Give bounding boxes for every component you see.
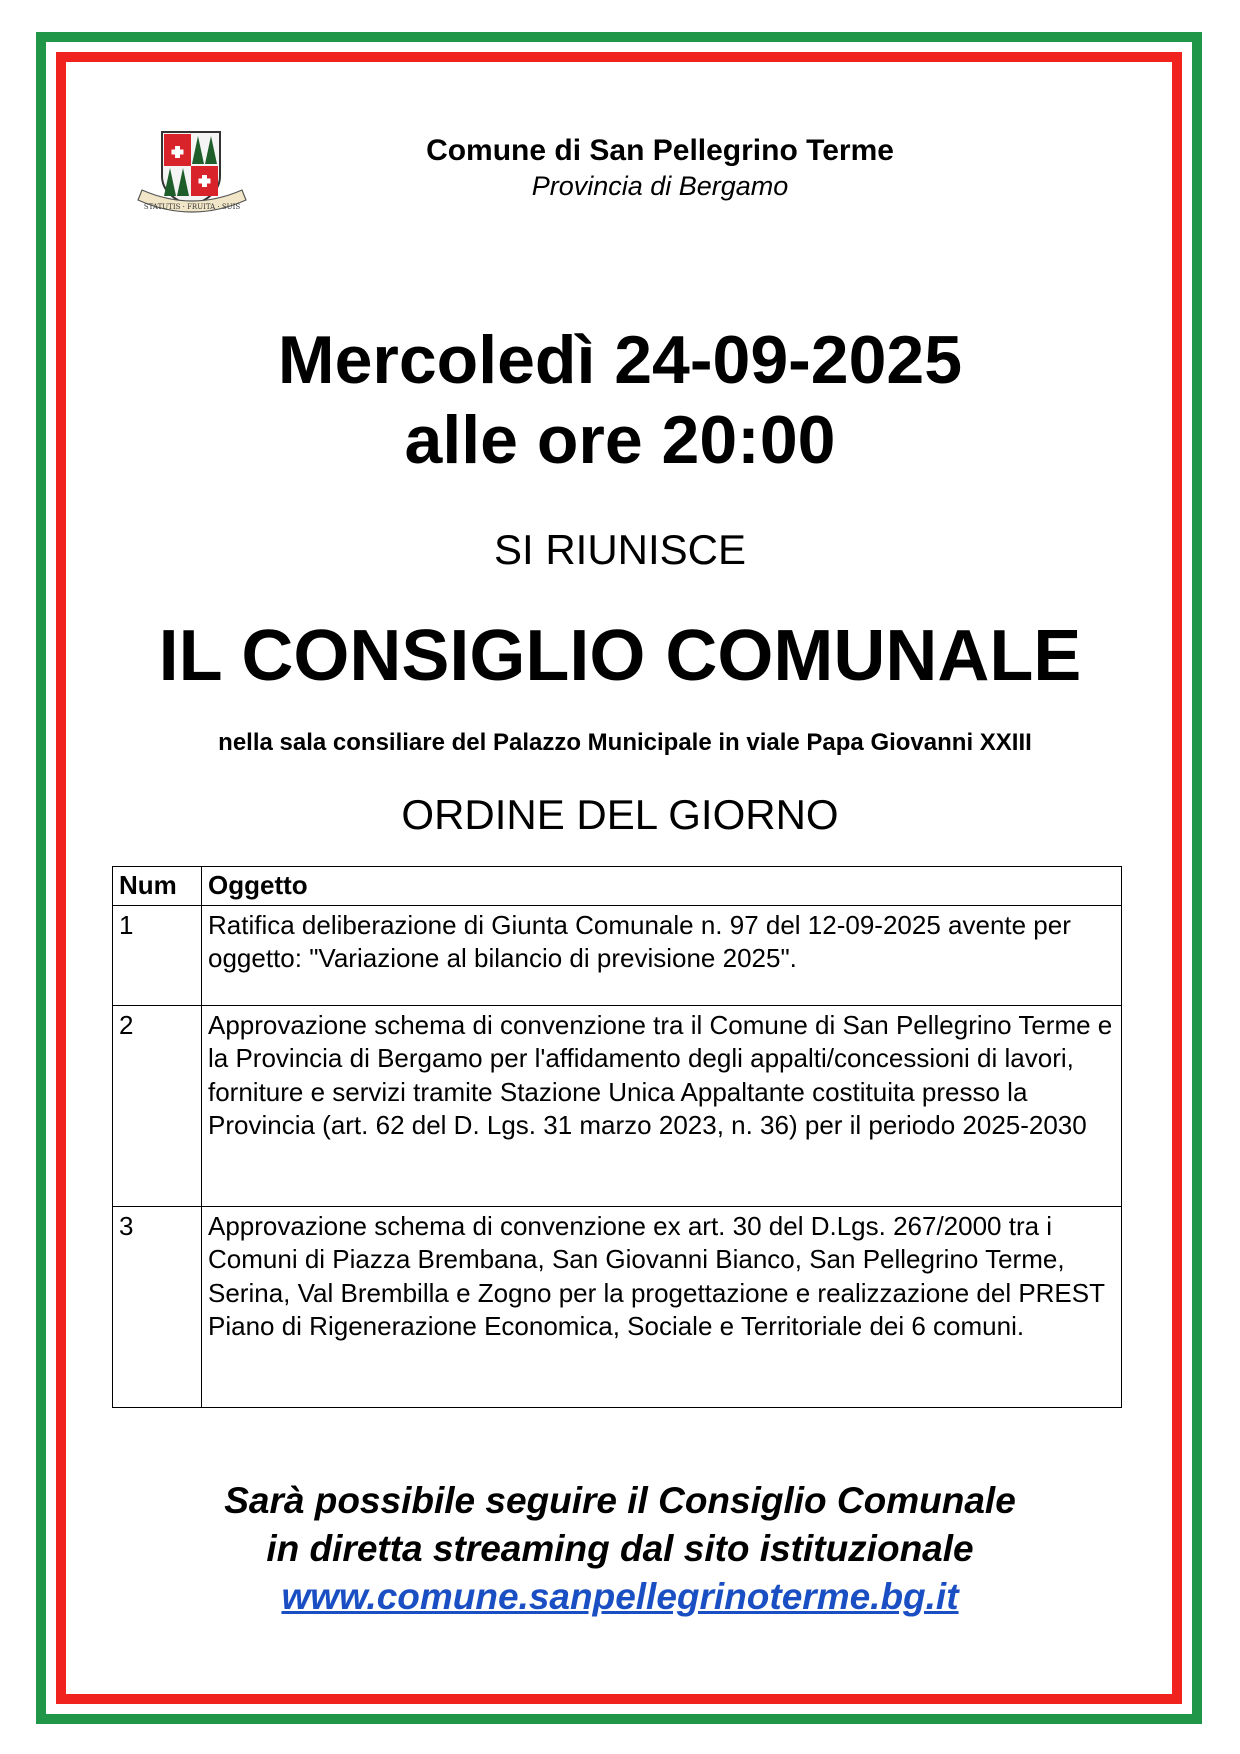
agenda-item-number: 1 [113, 905, 202, 1005]
meeting-date: Mercoledì 24-09-2025 [277, 322, 963, 398]
convenes-label: SI RIUNISCE [493, 526, 747, 573]
streaming-line-1: Sarà possibile seguire il Consiglio Comunale [224, 1480, 1016, 1521]
streaming-line-2: in diretta streaming dal sito istituzionale [266, 1528, 974, 1569]
crest-motto: STATUTIS · FRUITA · SUIS [143, 203, 241, 211]
website-link[interactable]: www.comune.sanpellegrinoterme.bg.it [281, 1576, 959, 1617]
agenda-heading: ORDINE DEL GIORNO [401, 791, 839, 838]
agenda-table [112, 866, 1127, 1408]
agenda-item-number: 2 [113, 1005, 202, 1206]
agenda-item-number: 3 [113, 1206, 202, 1407]
agenda-item-subject: Approvazione schema di convenzione ex art. 30 del D.Lgs. 267/2000 tra i Comuni di Piazza Brembana, San Giovanni Bianco, San Pellegrino Terme, Serina, Val Brembilla e Zogno per la progettazione e realizzazione del PREST Piano di Rigenerazione Economica, Sociale e Territoriale dei 6 comuni. [202, 1206, 1122, 1407]
agenda-header-row [113, 867, 1122, 906]
agenda-item-subject: Approvazione schema di convenzione tra il Comune di San Pellegrino Terme e la Provincia di Bergamo per l'affidamento degli appalti/concessioni di lavori, forniture e servizi tramite Stazione Unica Appaltante costituita presso la Provincia (art. 62 del D. Lgs. 31 marzo 2023, n. 36) per il periodo 2025-2030 [202, 1005, 1122, 1206]
agenda-item-subject: Ratifica deliberazione di Giunta Comunale n. 97 del 12-09-2025 avente per oggetto: "Variazione al bilancio di previsione 2025". [202, 905, 1122, 1005]
meeting-location: nella sala consiliare del Palazzo Municipale in viale Papa Giovanni XXIII [218, 729, 1032, 756]
agenda-header-subject: Oggetto [202, 867, 1122, 906]
agenda-header-num: Num [113, 867, 202, 906]
agenda-row [113, 1005, 1122, 1206]
agenda-row [113, 905, 1122, 1005]
municipal-crest-icon [132, 124, 252, 228]
agenda-row [113, 1206, 1122, 1407]
council-title: IL CONSIGLIO COMUNALE [158, 616, 1082, 696]
streaming-notice [0, 1477, 1240, 1621]
meeting-time: alle ore 20:00 [404, 402, 836, 478]
province-name: Provincia di Bergamo [531, 171, 789, 201]
municipality-name: Comune di San Pellegrino Terme [426, 134, 894, 167]
